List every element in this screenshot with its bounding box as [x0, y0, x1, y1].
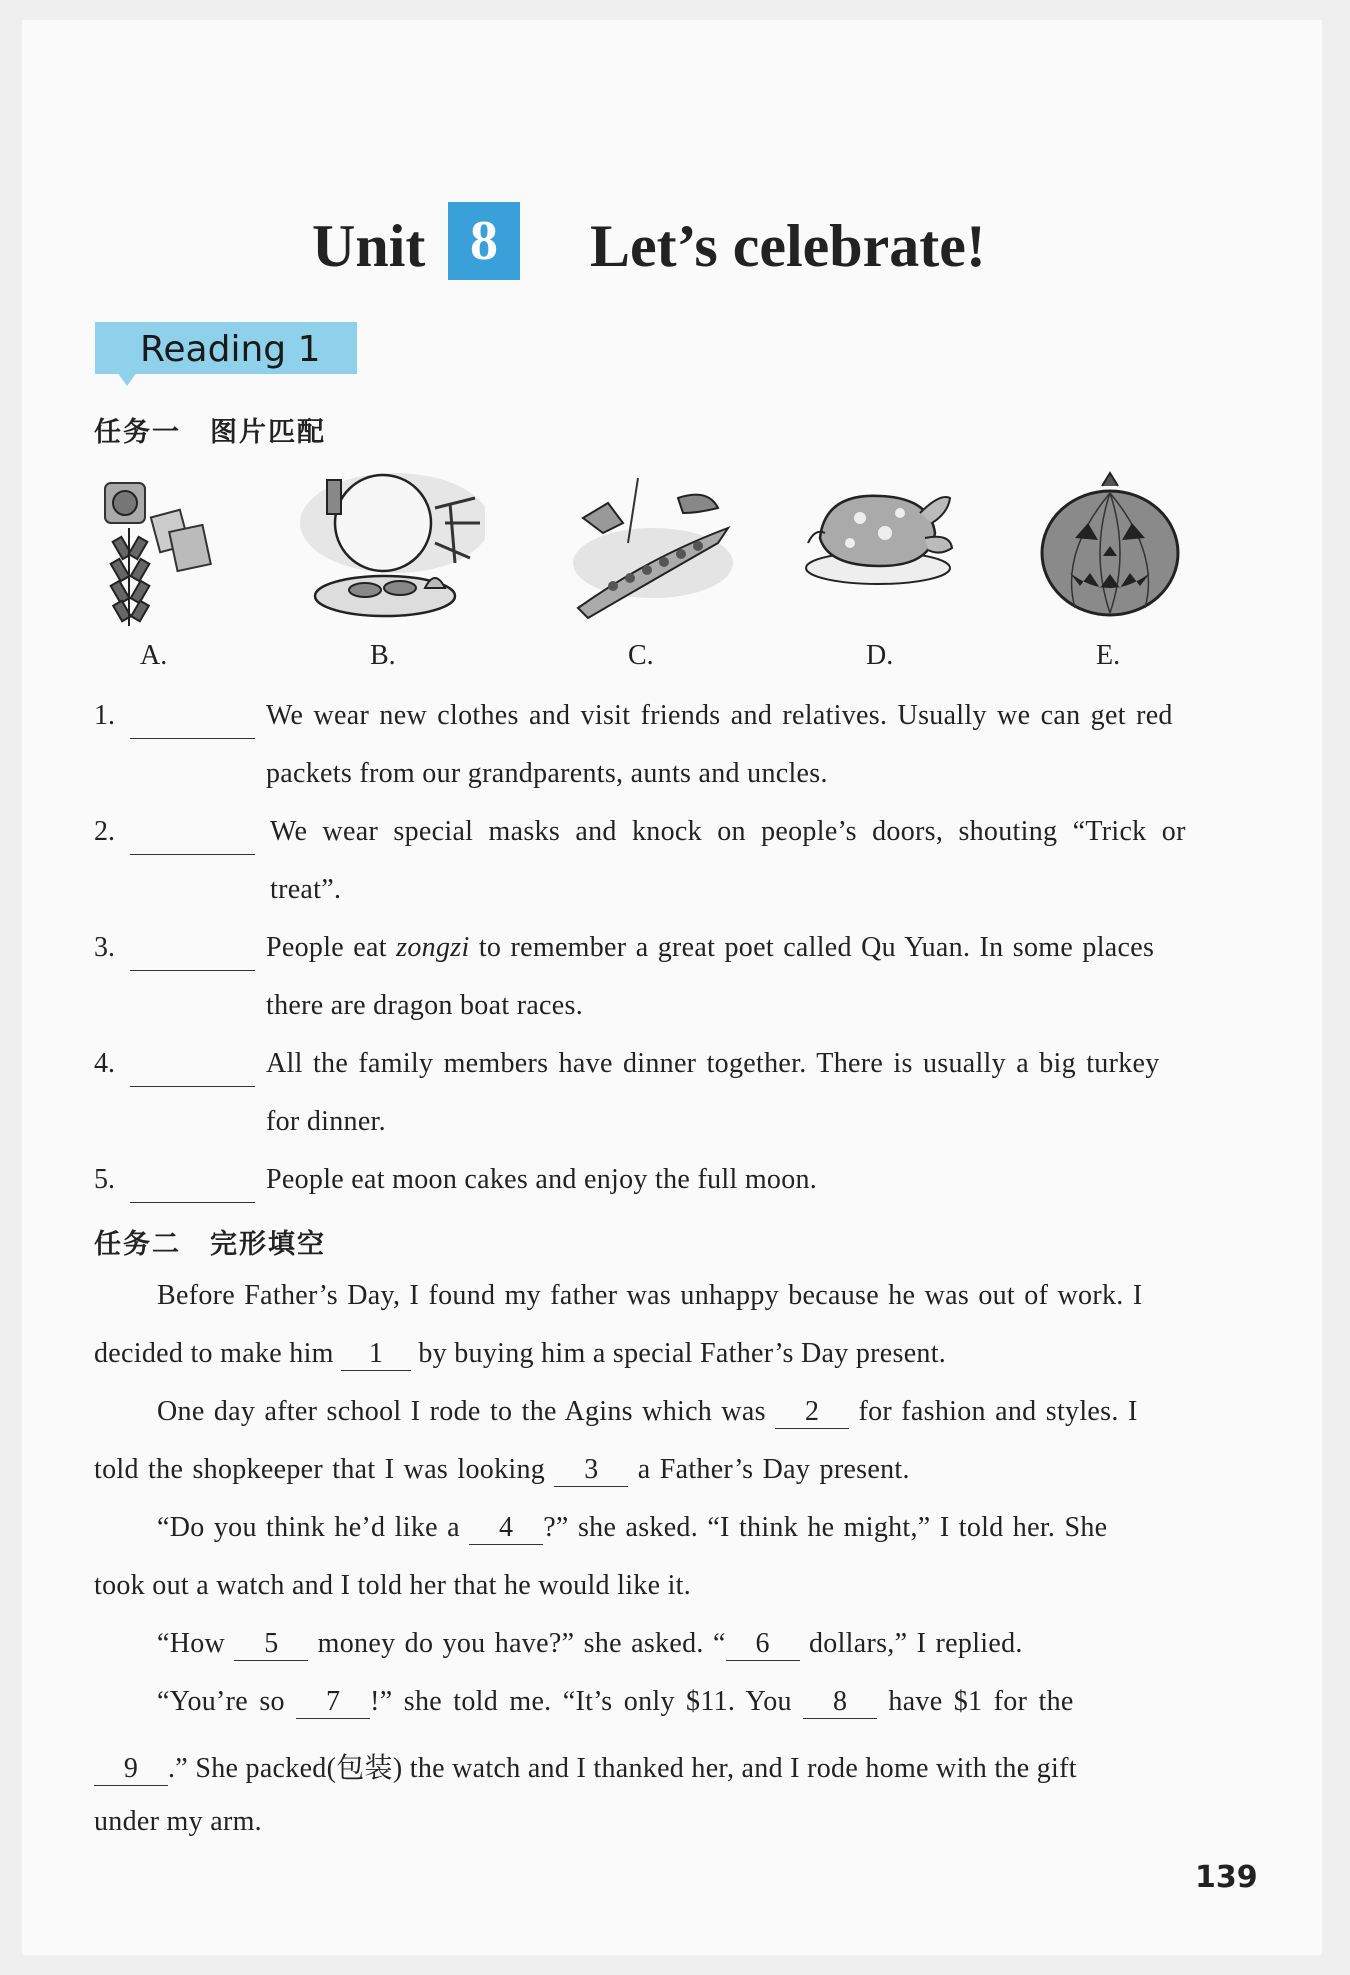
question-3-text-a: People eat	[266, 932, 397, 963]
passage-line-8-a: “You’re so	[157, 1686, 297, 1717]
cloze-blank-7[interactable]: 7	[296, 1686, 370, 1719]
reading-section-tab	[95, 322, 357, 374]
question-1-answer-blank[interactable]	[130, 706, 255, 739]
cloze-blank-3[interactable]: 3	[554, 1454, 628, 1487]
cloze-blank-6[interactable]: 6	[726, 1628, 800, 1661]
passage-line-2-b: by buying him a special Father’s Day present.	[411, 1338, 947, 1369]
passage-line-1: Before Father’s Day, I found my father was unhappy because he was out of work. I	[157, 1280, 1143, 1311]
cloze-blank-8[interactable]: 8	[803, 1686, 877, 1719]
question-5-text: People eat moon cakes and enjoy the full moon.	[266, 1164, 818, 1195]
picture-label-e: E.	[1096, 640, 1121, 671]
question-3-text-c: to remember a great poet called Qu Yuan. In some places	[469, 932, 1155, 963]
question-4-number: 4.	[94, 1048, 115, 1079]
question-3-text	[266, 932, 1154, 964]
passage-line-9	[94, 1746, 1077, 1786]
passage-line-9-a: .” She packed(包装) the watch and I thanked her, and I rode home with the gift	[168, 1753, 1077, 1784]
passage-line-7-b: money do you have?” she asked. “	[308, 1628, 726, 1659]
question-3-number: 3.	[94, 932, 115, 963]
question-1-text: We wear new clothes and visit friends and relatives. Usually we can get red	[266, 700, 1173, 731]
unit-title: Let’s celebrate!	[590, 213, 986, 279]
picture-label-d: D.	[866, 640, 894, 671]
moon-festival-icon	[285, 468, 485, 628]
passage-line-5-b: ?” she asked. “I think he might,” I told her. She	[543, 1512, 1108, 1543]
dragon-boat-icon	[568, 468, 733, 628]
cloze-blank-2[interactable]: 2	[775, 1396, 849, 1429]
passage-line-4-a: told the shopkeeper that I was looking	[94, 1454, 555, 1485]
question-3-answer-blank[interactable]	[130, 938, 255, 971]
turkey-icon	[800, 468, 960, 628]
cloze-blank-9[interactable]: 9	[94, 1753, 168, 1786]
passage-line-4	[94, 1454, 910, 1487]
task2-heading: 任务二 完形填空	[94, 1229, 326, 1260]
firecrackers-icon	[95, 468, 225, 628]
question-1-text-cont: packets from our grandparents, aunts and uncles.	[266, 758, 828, 789]
page	[22, 20, 1322, 1955]
page-number: 139	[1195, 1860, 1258, 1895]
cloze-blank-1[interactable]: 1	[341, 1338, 411, 1371]
passage-line-3-b: for fashion and styles. I	[849, 1396, 1138, 1427]
task1-heading: 任务一 图片匹配	[94, 417, 326, 448]
passage-line-8-b: !” she told me. “It’s only $11. You	[370, 1686, 804, 1717]
question-3-zongzi: zongzi	[396, 932, 470, 963]
pumpkin-icon	[1030, 468, 1190, 628]
passage-line-3-a: One day after school I rode to the Agins which was	[157, 1396, 776, 1427]
picture-label-a: A.	[140, 640, 168, 671]
passage-line-7-c: dollars,” I replied.	[799, 1628, 1023, 1659]
question-4-text-cont: for dinner.	[266, 1106, 386, 1137]
passage-line-5-a: “Do you think he’d like a	[157, 1512, 470, 1543]
question-2-number: 2.	[94, 816, 115, 847]
passage-line-7	[157, 1628, 1023, 1661]
passage-line-2	[94, 1338, 946, 1371]
picture-label-c: C.	[628, 640, 654, 671]
unit-number-badge: 8	[448, 202, 520, 280]
question-2-text: We wear special masks and knock on people’s doors, shouting “Trick or	[270, 816, 1186, 847]
cloze-blank-4[interactable]: 4	[469, 1512, 543, 1545]
question-1-number: 1.	[94, 700, 115, 731]
question-5-answer-blank[interactable]	[130, 1170, 255, 1203]
passage-line-6: took out a watch and I told her that he would like it.	[94, 1570, 692, 1601]
passage-line-8-c: have $1 for the	[877, 1686, 1074, 1717]
passage-line-2-a: decided to make him	[94, 1338, 342, 1369]
passage-line-7-a: “How	[157, 1628, 235, 1659]
passage-line-8	[157, 1686, 1074, 1719]
passage-line-10: under my arm.	[94, 1806, 262, 1837]
question-4-answer-blank[interactable]	[130, 1054, 255, 1087]
question-4-text: All the family members have dinner together. There is usually a big turkey	[266, 1048, 1160, 1079]
reading-tab-label: Reading 1	[140, 329, 321, 370]
question-3-text-cont: there are dragon boat races.	[266, 990, 584, 1021]
unit-word: Unit	[312, 213, 426, 279]
passage-line-4-b: a Father’s Day present.	[628, 1454, 910, 1485]
passage-line-3	[157, 1396, 1138, 1429]
cloze-blank-5[interactable]: 5	[234, 1628, 308, 1661]
question-5-number: 5.	[94, 1164, 115, 1195]
passage-line-5	[157, 1512, 1107, 1545]
tab-notch	[117, 372, 137, 386]
picture-label-b: B.	[370, 640, 396, 671]
question-2-answer-blank[interactable]	[130, 822, 255, 855]
question-2-text-cont: treat”.	[270, 874, 342, 905]
